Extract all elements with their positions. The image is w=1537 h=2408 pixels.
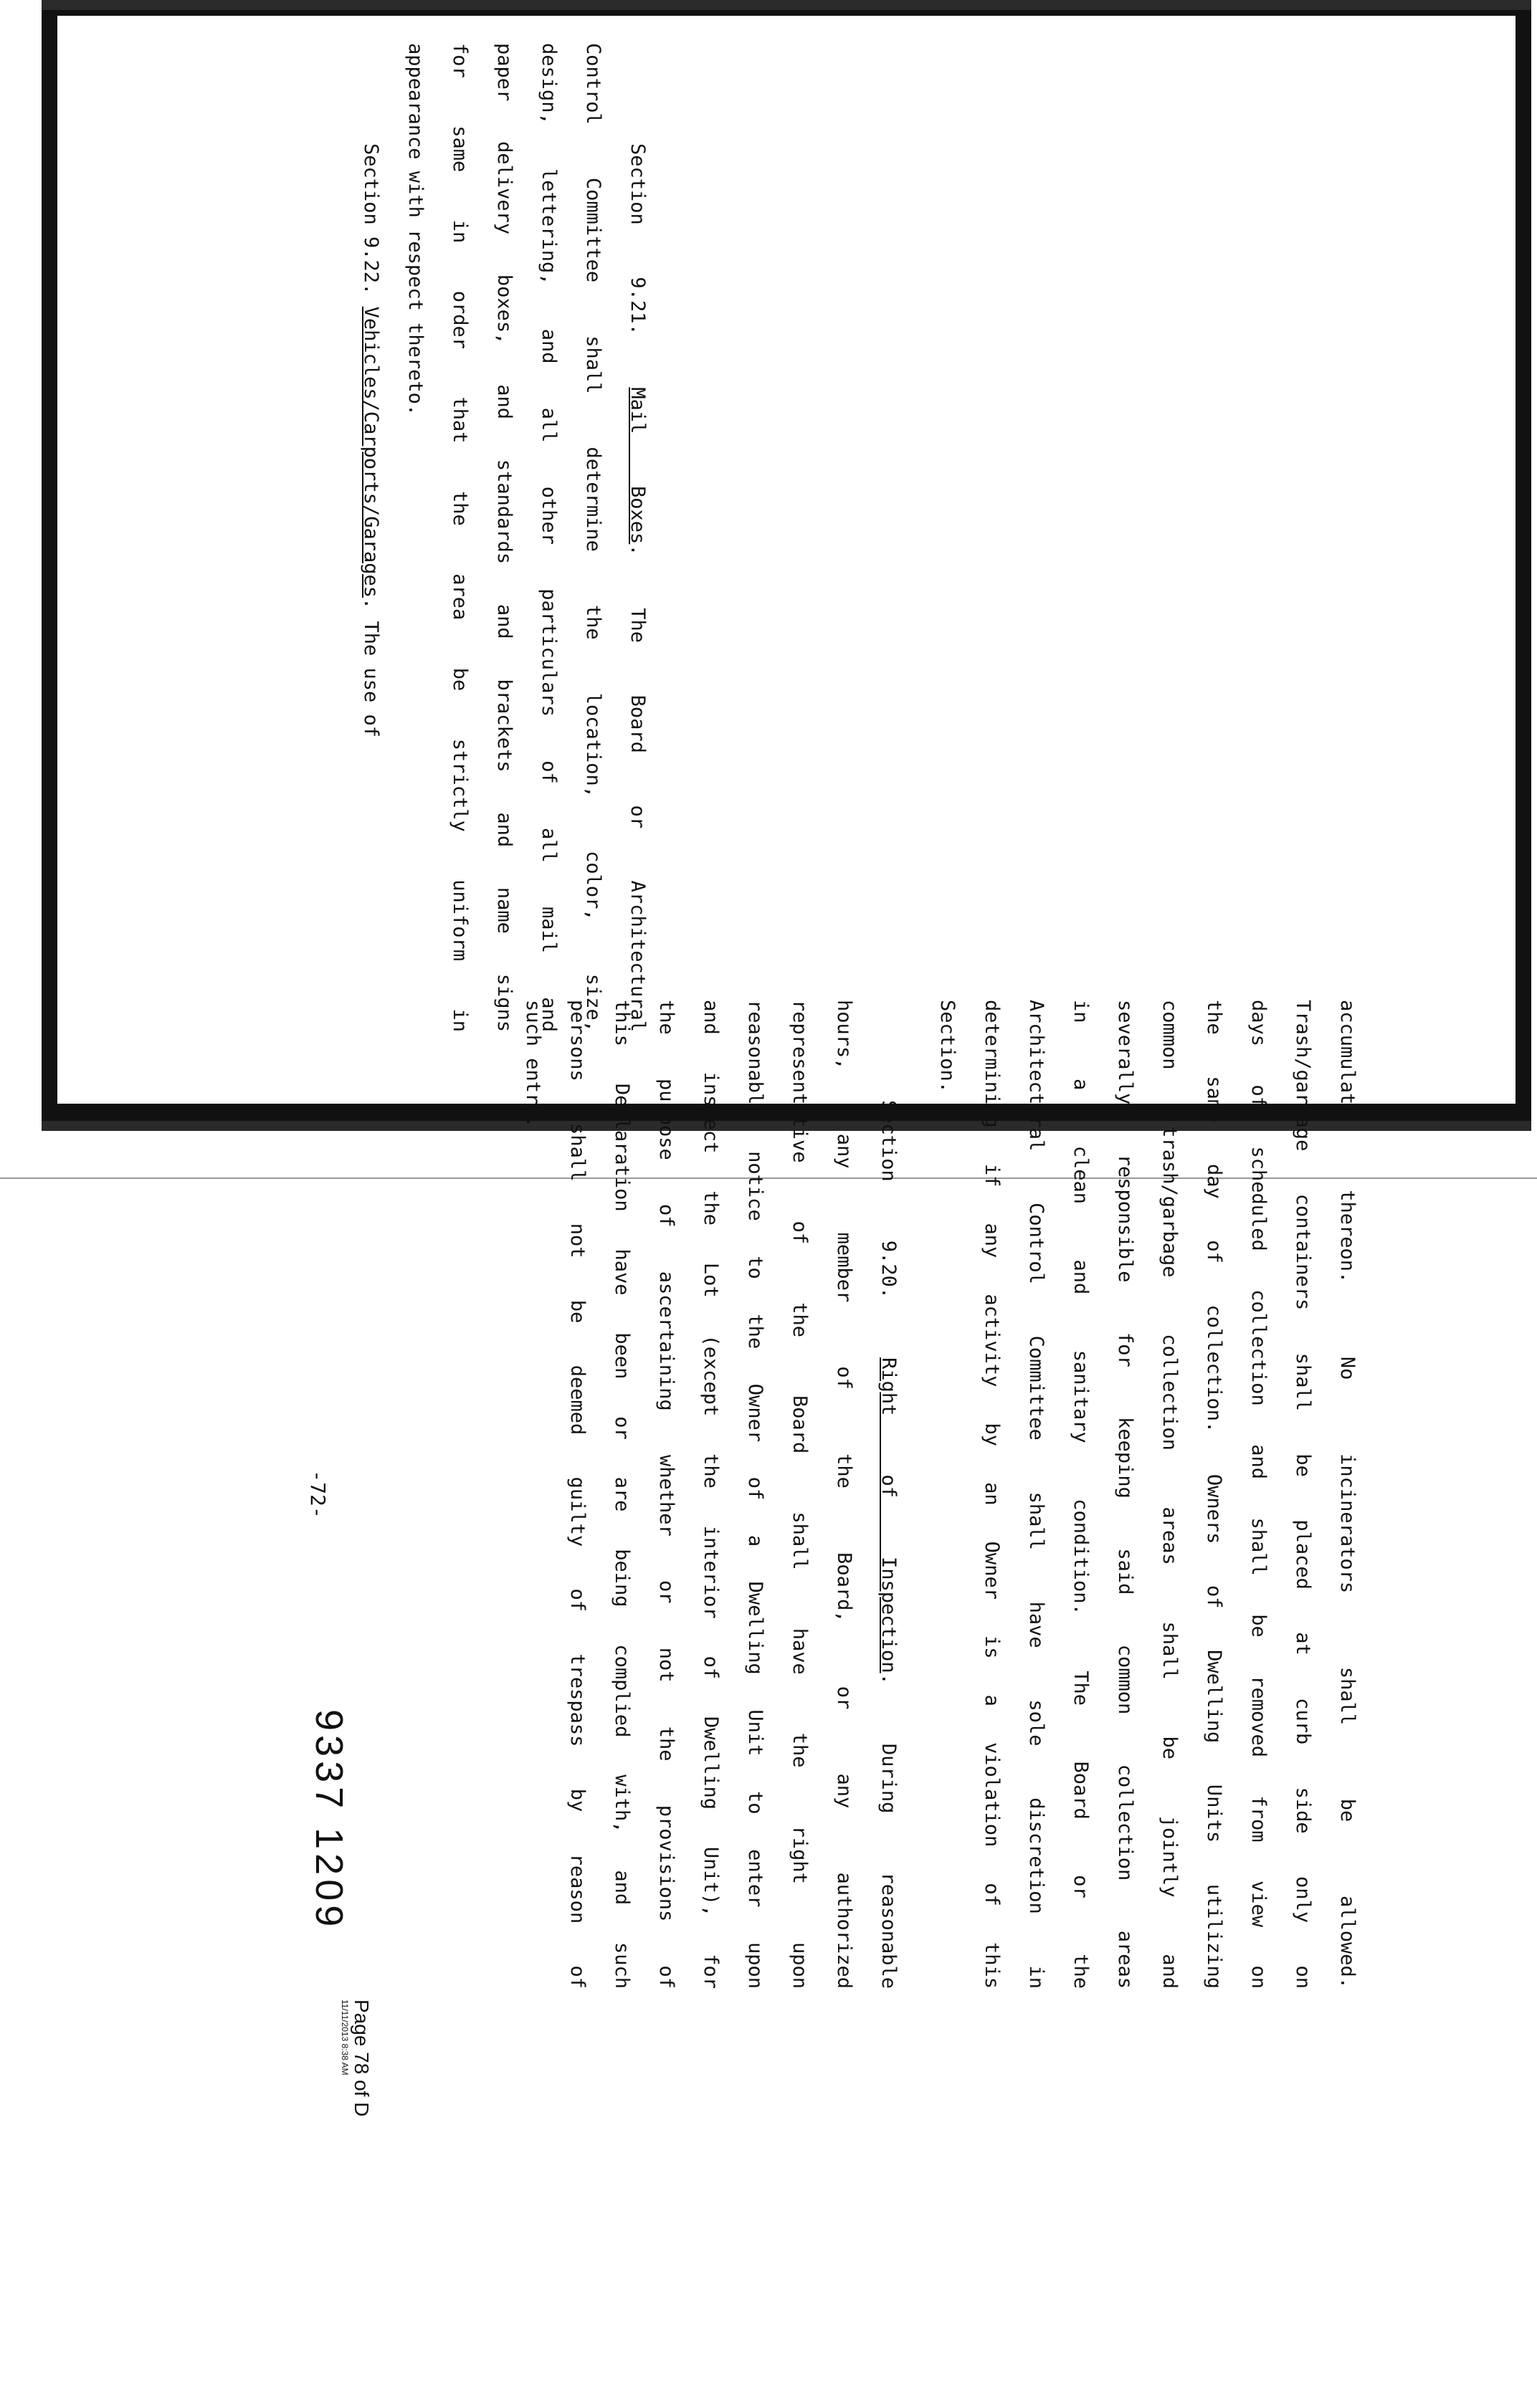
text-line: Architectural Control Committee shall have sole discretion in [1025, 1000, 1047, 1989]
text-line: paper delivery boxes, and standards and brackets and name signs [493, 43, 515, 1032]
text-line: appearance with respect thereto. [404, 43, 427, 416]
section-9-21-heading [452, 1000, 496, 1989]
page-number: -72- [306, 1470, 330, 1519]
text-line: the same day of collection. Owners of Dwelling Units utilizing [1203, 1000, 1225, 1989]
text-line: representative of the Board shall have the right upon [789, 1000, 811, 1989]
stamp-page-total: D [351, 2102, 373, 2117]
text-line: reasonable notice to the Owner of a Dwelling Unit to enter upon [744, 1000, 766, 1989]
text-line: such entry. [522, 1000, 544, 1128]
text-line: Section. [936, 1000, 958, 1094]
continuation-body [158, 43, 649, 1032]
section-9-21-heading-line [615, 43, 660, 1032]
section-number: Section 9.20. [877, 1100, 900, 1299]
text-line: common trash/garbage collection areas shall be jointly and [1158, 1000, 1181, 1989]
text-line: determining if any activity by an Owner is a violation of this [981, 1000, 1003, 1989]
stamp-page-label: Page 78 of [351, 2000, 373, 2097]
text-line: Control Committee shall determine the location, color, size, [582, 43, 604, 1032]
recording-number: 9337 1209 [308, 1709, 351, 1931]
section-title: Right of Inspection [877, 1357, 900, 1673]
text-line: persons shall not be deemed guilty of trespass by reason of [566, 1000, 589, 1989]
scan-noise-top [42, 0, 1531, 10]
section-9-20-heading [866, 1000, 910, 1989]
section-number: Section 9.21. [627, 143, 649, 335]
text-line: Trash/garbage containers shall be placed at curb side only on [1292, 1000, 1314, 1989]
section-number: Section 9.22. [360, 143, 382, 295]
section-title: Mail Boxes [627, 387, 649, 545]
section-heading-rest: . During reasonable [877, 1673, 900, 1989]
document-body [229, 1000, 1369, 1989]
text-line: severally responsible for keeping said common collection areas [1114, 1000, 1136, 1989]
text-line: the purpose of ascertaining whether or not the provisions of [655, 1000, 677, 1989]
text-line: hours, any member of the Board, or any authorized [833, 1000, 855, 1989]
section-heading-rest: . The use of [360, 597, 382, 738]
text-line: for same in order that the area be strictly uniform in [449, 43, 471, 1032]
rotated-document-page [229, 1000, 1369, 2117]
page-stamp [340, 2000, 373, 2116]
section-heading-rest: . The Board or Architectural [627, 544, 649, 1032]
section-9-22-heading [348, 43, 393, 1032]
text-line: this Declaration have been or are being complied with, and such [611, 1000, 633, 1989]
text-line: in a clean and sanitary condition. The Board or the [1070, 1000, 1092, 1989]
section-title: Vehicles/Carports/Garages [360, 306, 382, 598]
text-line: design, lettering, and all other particulars of all mail and [538, 43, 560, 1032]
stamp-timestamp: 11/11/2013 8:38 AM [340, 2000, 350, 2075]
text-line: and inspect the Lot (except the interior of Dwelling Unit), for [700, 1000, 722, 1989]
text-line: days of scheduled collection and shall be removed from view on [1247, 1000, 1270, 1989]
text-line: accumulate thereon. No incinerators shall be allowed. [1336, 1000, 1358, 1989]
